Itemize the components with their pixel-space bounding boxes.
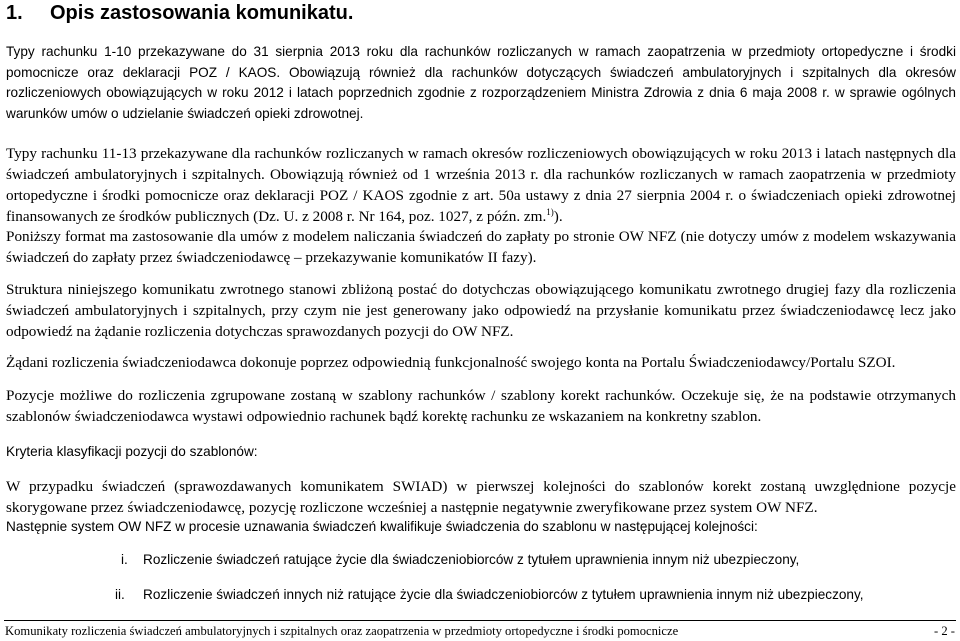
- list-item-2: [115, 585, 955, 605]
- page-footer: [5, 623, 955, 639]
- list-text-1: Rozliczenie świadczeń ratujące życie dla świadczeniobiorców z tytułem uprawnienia innym niż ubezpieczony,: [143, 552, 800, 567]
- paragraph-types-11-13-end: ).: [553, 208, 563, 225]
- list-marker-2: ii.: [115, 587, 125, 602]
- footer-text: Komunikaty rozliczenia świadczeń ambulatoryjnych i szpitalnych oraz zaopatrzenia w przedmioty ortopedyczne i środki pomocnicze: [5, 624, 679, 638]
- section-number: 1.: [6, 2, 23, 24]
- paragraph-format-scope: Poniższy format ma zastosowanie dla umów z modelem naliczania świadczeń do zapłaty po stronie OW NFZ (nie dotyczy umów z modelem wskazywania świadczeń do zapłaty przez świadczeniodawcę – przekazywanie komunikatów II fazy).: [6, 228, 956, 266]
- list-marker-1: i.: [121, 552, 128, 567]
- paragraph-settlement-request: Żądani rozliczenia świadczeniodawca dokonuje poprzez odpowiednią funkcjonalność swojego konta na Portalu Świadczeniodawcy/Portalu SZOI.: [6, 354, 896, 371]
- page-number: - 2 -: [934, 624, 955, 638]
- paragraph-types-1-10: [6, 42, 956, 124]
- paragraph-swiad: W przypadku świadczeń (sprawozdawanych komunikatem SWIAD) w pierwszej kolejności do szablonów korekt zostaną uwzględnione pozycje skorygowane przez świadczeniodawcę, pozycję rozliczone wcześniej a następnie negatywnie zweryfikowane przez system OW NFZ.: [6, 478, 956, 516]
- paragraph-types-1-10-part-b: Obowiązują również dla rachunków dotyczących świadczeń ambulatoryjnych i szpitalnych dla okresów rozliczeniowych obowiązujących w roku 2012 i latach poprzednich zgodnie z rozporządzeniem Ministra Zdrowia z dnia 6 maja 2008 r. w sprawie ogólnych warunków umów o udzielanie świadczeń opieki zdrowotnej.: [6, 64, 956, 121]
- paragraph-structure: Struktura niniejszego komunikatu zwrotnego stanowi zbliżoną postać do dotychczas obowiązującego komunikatu zwrotnego drugiej fazy dla rozliczenia świadczeń ambulatoryjnych i szpitalnych, przy czym nie jest generowany jako odpowiedź na przysłanie komunikatu przez świadczeniodawcę lecz jako odpowiedź na żądanie rozliczenia dotychczas sprawozdanych pozycji do OW NFZ.: [6, 281, 956, 340]
- paragraph-types-11-13: [6, 143, 956, 227]
- paragraph-types-11-13-text: Typy rachunku 11-13 przekazywane dla rachunków rozliczanych w ramach okresów rozliczeniowych obowiązujących w roku 2013 i latach następnych dla świadczeń ambulatoryjnych i szpitalnych. Obowiązują również od 1 września 2013 r. dla rachunków rozliczanych w ramach zaopatrzenia w przedmioty ortopedyczne i środki pomocnicze oraz deklaracji POZ / KAOS zgodnie z art. 50a ustawy z dnia 27 sierpnia 2004 r. o świadczeniach opieki zdrowotnej finansowanych ze środków publicznych (Dz. U. z 2008 r. Nr 164, poz. 1027, z późn. zm.: [6, 145, 956, 225]
- paragraph-templates: Pozycje możliwe do rozliczenia zgrupowane zostaną w szablony rachunków / szablony korekt rachunków. Oczekuje się, że na podstawie otrzymanych szablonów świadczeniodawca wystawi odpowiednio rachunek bądź korektę rachunku ze wskazaniem na konkretny szablon.: [6, 387, 956, 425]
- footer-divider: [4, 620, 956, 621]
- paragraph-sequence-intro: Następnie system OW NFZ w procesie uznawania świadczeń kwalifikuje świadczenia do szablonu w następującej kolejności:: [6, 519, 758, 534]
- section-title: Opis zastosowania komunikatu.: [50, 2, 354, 24]
- paragraph-types-1-10-part-a: Typy rachunku 1-10 przekazywane do 31 sierpnia 2013 roku dla rachunków rozliczanych w ramach zaopatrzenia w przedmioty ortopedyczne i środki pomocnicze oraz deklaracji POZ / KAOS.: [6, 44, 956, 80]
- list-item-1: [115, 550, 955, 570]
- footnote-marker: 1): [546, 206, 554, 217]
- paragraph-criteria-label: Kryteria klasyfikacji pozycji do szablonów:: [6, 444, 258, 459]
- section-heading: [6, 1, 353, 25]
- list-text-2: Rozliczenie świadczeń innych niż ratujące życie dla świadczeniobiorców z tytułem uprawnienia innym niż ubezpieczony,: [143, 587, 864, 602]
